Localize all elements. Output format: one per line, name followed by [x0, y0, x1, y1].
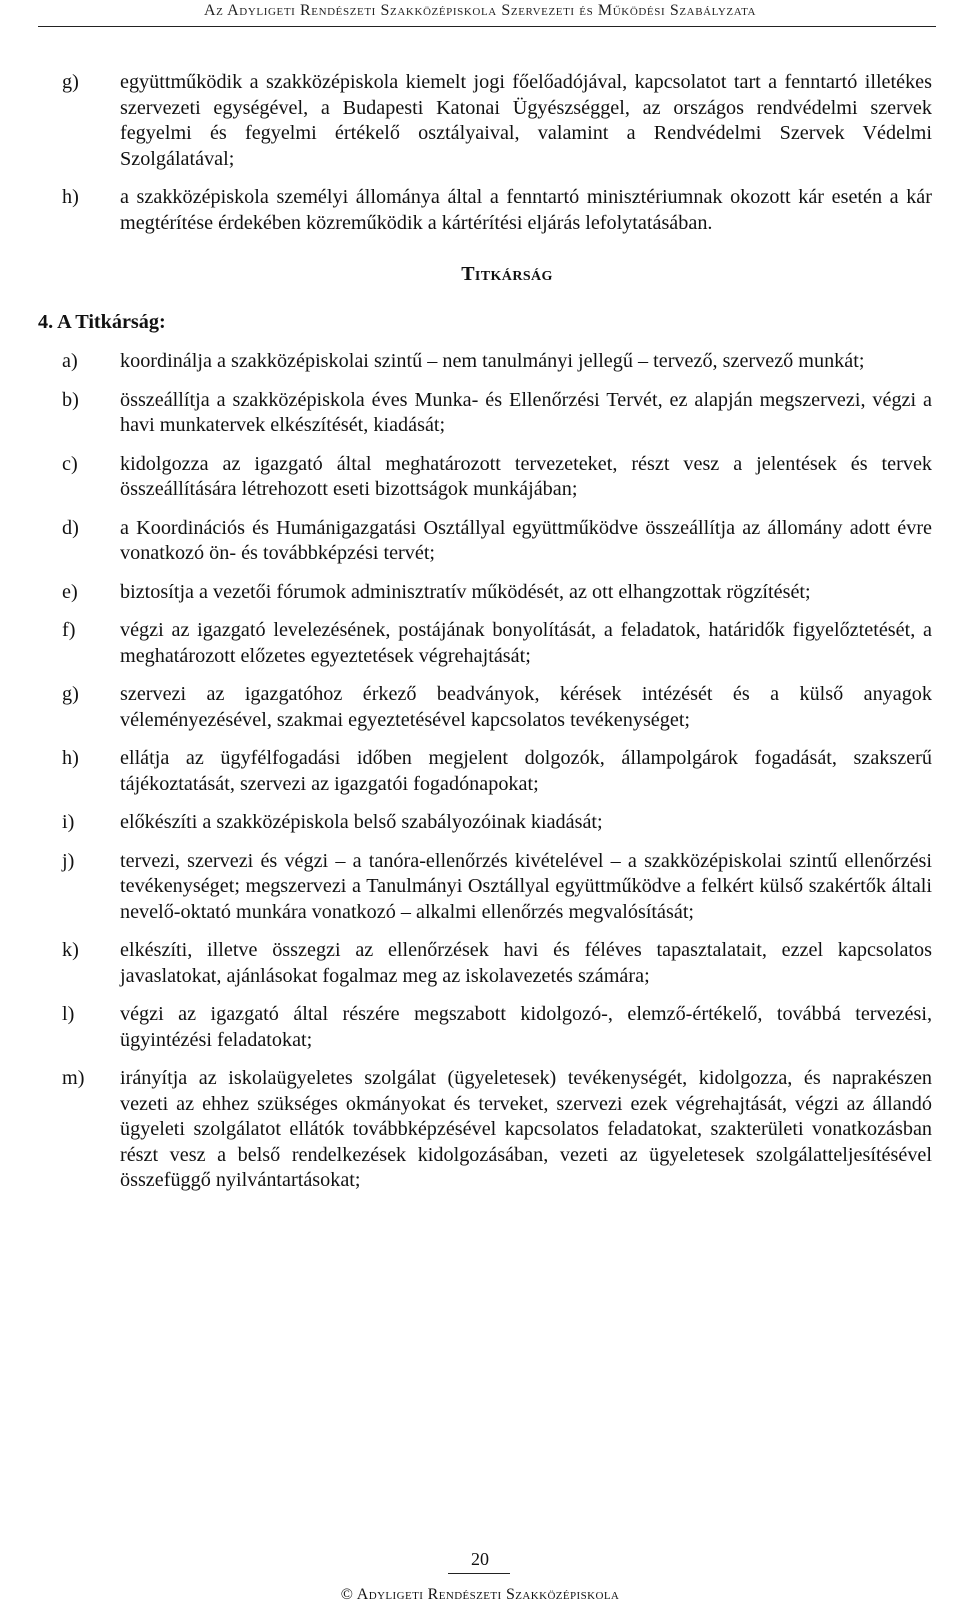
item-label: g) — [62, 683, 79, 705]
item-text: biztosítja a vezetői fórumok adminisztratív működését, az ott elhangzottak rögzítését; — [120, 580, 811, 603]
item-label: d) — [62, 516, 79, 539]
footer-divider — [448, 1573, 510, 1574]
item-label: a) — [62, 350, 78, 372]
item-label: f) — [62, 619, 76, 641]
list-item — [62, 452, 932, 503]
list-item — [62, 1002, 932, 1053]
item-label: j) — [62, 849, 75, 872]
item-text: ellátja az ügyfélfogadási időben megjelent dolgozók, állampolgárok fogadását, szakszerű tájékoztatását, szervezi az igazgatói fogadónapokat; — [120, 747, 932, 795]
page-body — [38, 70, 932, 1207]
item-label: m) — [62, 1067, 85, 1089]
item-text: irányítja az iskolaügyeletes szolgálat (ügyeletesek) tevékenységét, kidolgozza, és naprakészen vezeti az ehhez szükséges okmányokat és terveket, szervezi ezek végrehajtását, végzi az állandó ügyeleti szolgálatot ellátók továbbképzésével kapcsolatos feladatokat, szakterületi vonatkozásban részt vesz a belső rendelkezések kidolgozásában, vezeti az ügyeletesek szolgálatteljesítésével összefüggő nyilvántartásokat; — [120, 1067, 932, 1191]
item-label: b) — [62, 388, 79, 411]
list-item — [62, 70, 932, 172]
list-item — [62, 682, 932, 733]
list-item — [62, 810, 932, 836]
item-text: együttműködik a szakközépiskola kiemelt jogi főelőadójával, kapcsolatot tart a fenntartó illetékes szervezeti egységével, a Budapesti Katonai Ügyészséggel, az országos rendvédelmi szervek fegyelmi és fegyelmi értékelő osztályaival, valamint a Rendvédelmi Szervek Védelmi Szolgálatával; — [120, 71, 932, 170]
item-text: végzi az igazgató által részére megszabott kidolgozó-, elemző-értékelő, továbbá tervezési, ügyintézési feladatokat; — [120, 1003, 932, 1051]
list-item — [62, 1066, 932, 1194]
list-item — [62, 516, 932, 567]
item-text: koordinálja a szakközépiskolai szintű – nem tanulmányi jellegű – tervező, szervező munkát; — [120, 350, 865, 372]
item-text: szervezi az igazgatóhoz érkező beadványok, kérések intézését és a külső anyagok véleményezésével, szakmai egyeztetésével kapcsolatos tevékenységet; — [120, 683, 932, 731]
item-label: l) — [62, 1003, 75, 1025]
item-label: i) — [62, 811, 75, 833]
item-text: elkészíti, illetve összegzi az ellenőrzések havi és féléves tapasztalatait, ezzel kapcsolatos javaslatokat, ajánlásokat fogalmaz meg az iskolavezetés számára; — [120, 939, 932, 987]
section-heading: 4. A Titkárság: — [38, 310, 166, 333]
item-text: tervezi, szervezi és végzi – a tanóra-ellenőrzés kivételével – a szakközépiskolai szintű ellenőrzési tevékenységet; megszervezi a Tanulmányi Osztállyal együttműködve a felkért külső szakértők általi nevelő-oktató munkára vonatkozó – alkalmi ellenőrzés megvalósítását; — [120, 849, 932, 923]
list-item — [62, 349, 932, 375]
footer-copyright: © Adyligeti Rendészeti Szakközépiskola — [340, 1586, 620, 1603]
item-label: k) — [62, 939, 79, 961]
list-item — [62, 746, 932, 797]
list-item — [62, 849, 932, 926]
item-text: végzi az igazgató levelezésének, postájának bonyolítását, a feladatok, határidők figyelőztetését, a meghatározott előzetes egyeztetések végrehajtását; — [120, 619, 932, 667]
list-item — [62, 938, 932, 989]
page-number: 20 — [471, 1549, 489, 1569]
list-item — [62, 388, 932, 439]
header-divider — [38, 26, 936, 27]
running-header: Az Adyligeti Rendészeti Szakközépiskola Szervezeti és Működési Szabályzata — [203, 2, 757, 19]
item-label: c) — [62, 452, 78, 475]
item-label: e) — [62, 580, 78, 603]
item-text: a Koordinációs és Humánigazgatási Osztállyal együttműködve összeállítja az állomány adott évre vonatkozó ön- és továbbképzési tervét; — [120, 516, 932, 564]
list-item — [62, 185, 932, 236]
item-text: a szakközépiskola személyi állománya által a fenntartó minisztériumnak okozott kár esetén a kár megtérítése érdekében közreműködik a kártérítési eljárás lefolytatásában. — [120, 186, 932, 234]
item-text: összeállítja a szakközépiskola éves Munka- és Ellenőrzési Tervét, ez alapján megszervezi, végzi a havi munkatervek elkészítését, kiadását; — [120, 388, 932, 436]
list-item — [62, 618, 932, 669]
item-label: g) — [62, 71, 79, 93]
section-title: Titkárság — [461, 263, 553, 285]
list-item — [62, 580, 932, 606]
item-label: h) — [62, 747, 79, 769]
item-label: h) — [62, 186, 79, 208]
item-text: kidolgozza az igazgató által meghatározott tervezeteket, részt vesz a jelentések és tervek összeállítására létrehozott eseti bizottságok munkájában; — [120, 452, 932, 500]
item-text: előkészíti a szakközépiskola belső szabályozóinak kiadását; — [120, 811, 603, 833]
